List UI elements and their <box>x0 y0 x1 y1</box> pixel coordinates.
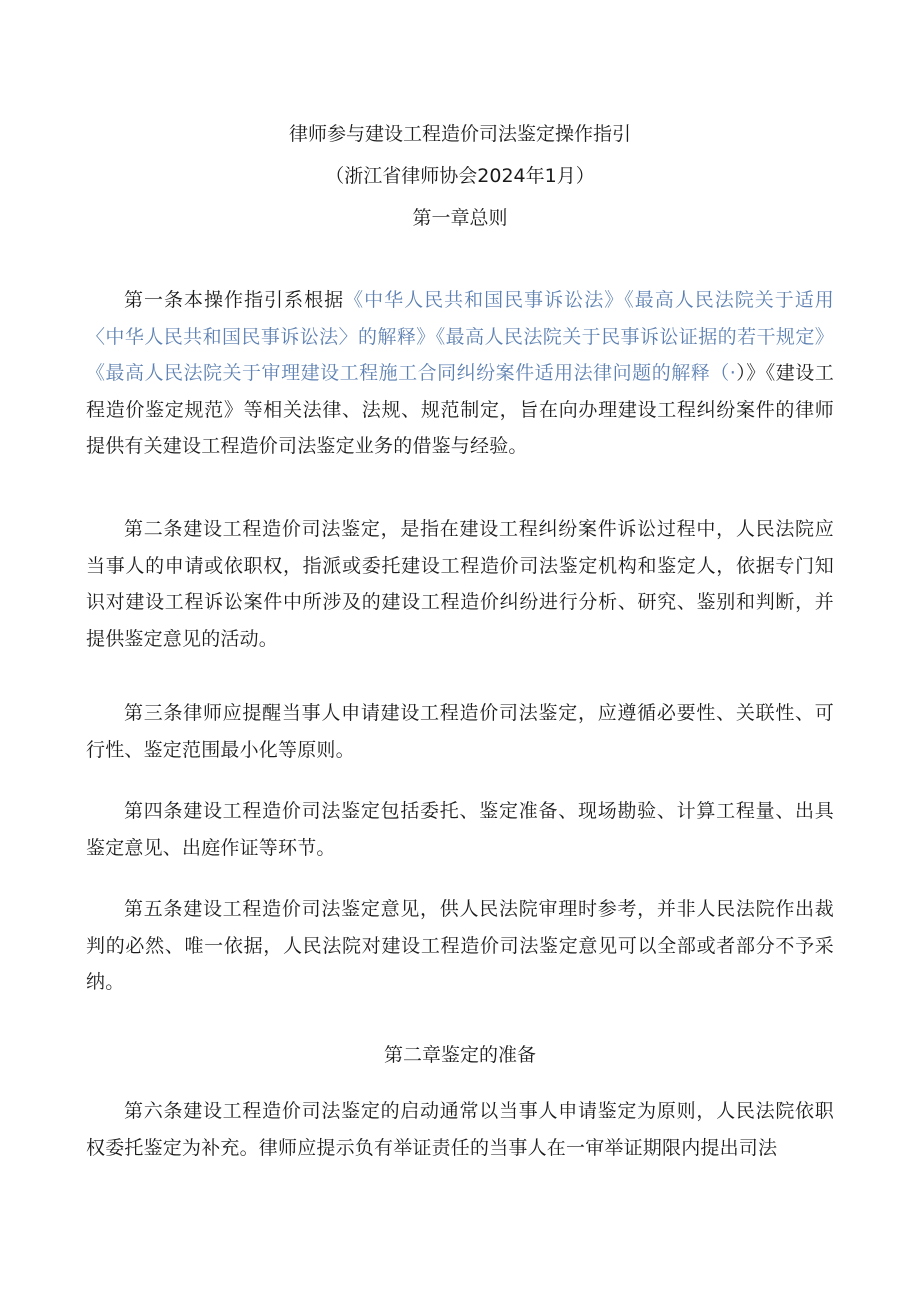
article-5: 第五条建设工程造价司法鉴定意见，供人民法院审理时参考，并非人民法院作出裁判的必然、唯一依据，人民法院对建设工程造价司法鉴定意见可以全部或者部分不予采纳。 <box>86 898 834 993</box>
article-4: 第四条建设工程造价司法鉴定包括委托、鉴定准备、现场勘验、计算工程量、出具鉴定意见、出庭作证等环节。 <box>86 800 834 859</box>
article-1 <box>86 282 834 465</box>
article-1-rest: ）》《建设工程造价鉴定规范》等相关法律、法规、规范制定，旨在向办理建设工程纠纷案件的律师提供有关建设工程造价司法鉴定业务的借鉴与经验。 <box>86 362 835 457</box>
article-1-lead: 第一条本操作指引系根据 <box>124 289 345 311</box>
article-6: 第六条建设工程造价司法鉴定的启动通常以当事人申请鉴定为原则，人民法院依职权委托鉴定为补充。律师应提示负有举证责任的当事人在一审举证期限内提出司法 <box>86 1100 834 1159</box>
article-3: 第三条律师应提醒当事人申请建设工程造价司法鉴定，应遵循必要性、关联性、可行性、鉴定范围最小化等原则。 <box>86 702 834 761</box>
chapter-heading-1: 第一章总则 <box>412 207 508 229</box>
article-1-law-references[interactable]: 《中华人民共和国民事诉讼法》《最高人民法院关于适用〈中华人民共和国民事诉讼法〉的解释》《最高人民法院关于民事诉讼证据的若干规定》《最高人民法院关于审理建设工程施工合同纠纷案件适用法律问题的解释（· <box>86 289 834 384</box>
document-title: 律师参与建设工程造价司法鉴定操作指引 <box>288 123 631 145</box>
document-subtitle: （浙江省律师协会2024年1月） <box>325 165 595 187</box>
chapter-heading-2: 第二章鉴定的准备 <box>383 1044 536 1066</box>
article-2: 第二条建设工程造价司法鉴定，是指在建设工程纠纷案件诉讼过程中，人民法院应当事人的申请或依职权，指派或委托建设工程造价司法鉴定机构和鉴定人，依据专门知识对建设工程诉讼案件中所涉及的建设工程造价纠纷进行分析、研究、鉴别和判断，并提供鉴定意见的活动。 <box>86 518 834 650</box>
